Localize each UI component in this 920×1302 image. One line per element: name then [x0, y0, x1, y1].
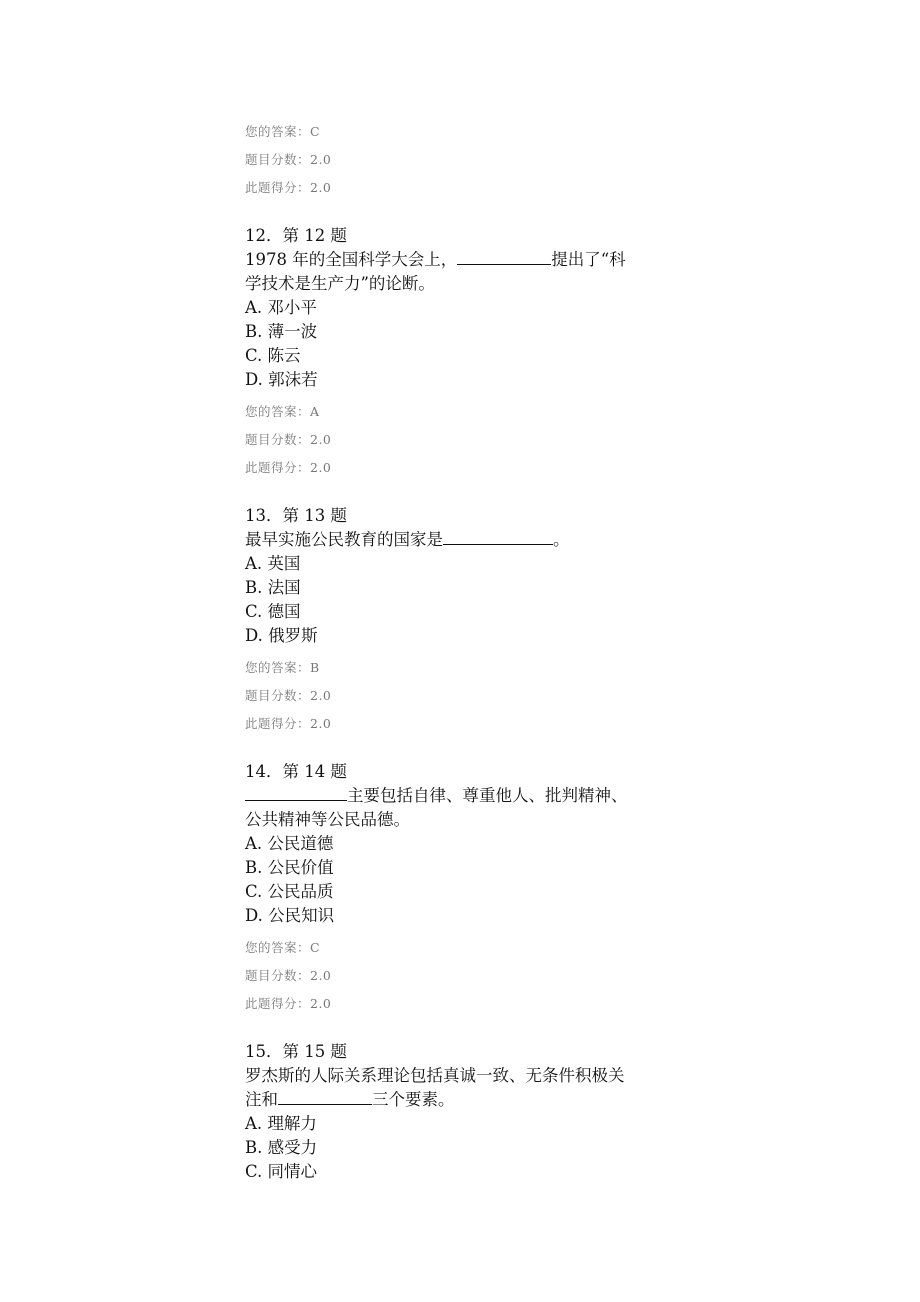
question-title: 13．第 13 题	[245, 506, 347, 525]
your-answer: 您的答案：C	[245, 124, 321, 139]
option-d[interactable]: D. 郭沫若	[245, 370, 318, 389]
option-a[interactable]: A. 理解力	[245, 1114, 317, 1133]
earned-score: 此题得分：2.0	[245, 996, 332, 1011]
option-b[interactable]: B. 法国	[245, 578, 301, 597]
option-b[interactable]: B. 薄一波	[245, 322, 318, 341]
item-score: 题目分数：2.0	[245, 432, 332, 447]
earned-score: 此题得分：2.0	[245, 716, 332, 731]
earned-score: 此题得分：2.0	[245, 460, 332, 475]
option-a[interactable]: A. 公民道德	[245, 834, 334, 853]
earned-score: 此题得分：2.0	[245, 180, 332, 195]
stem-text: 三个要素。	[372, 1090, 455, 1109]
question-stem-line	[245, 1088, 455, 1112]
question-stem-line	[245, 528, 570, 552]
option-d[interactable]: D. 公民知识	[245, 906, 335, 925]
option-b[interactable]: B. 感受力	[245, 1138, 318, 1157]
option-a[interactable]: A. 英国	[245, 554, 301, 573]
option-b[interactable]: B. 公民价值	[245, 858, 334, 877]
option-c[interactable]: C. 德国	[245, 602, 301, 621]
item-score: 题目分数：2.0	[245, 968, 332, 983]
your-answer: 您的答案：A	[245, 404, 320, 419]
stem-text: 1978 年的全国科学大会上，	[245, 250, 458, 269]
question-title: 15．第 15 题	[245, 1042, 347, 1061]
stem-text: 主要包括自律、尊重他人、批判精神、	[347, 786, 628, 805]
option-c[interactable]: C. 陈云	[245, 346, 301, 365]
fill-blank	[245, 784, 347, 801]
item-score: 题目分数：2.0	[245, 688, 332, 703]
stem-text: 。	[553, 530, 570, 549]
your-answer: 您的答案：B	[245, 660, 320, 675]
question-title: 12．第 12 题	[245, 226, 347, 245]
question-stem-line: 罗杰斯的人际关系理论包括真诚一致、无条件积极关	[245, 1066, 625, 1085]
option-d[interactable]: D. 俄罗斯	[245, 626, 318, 645]
question-stem-line: 公共精神等公民品德。	[245, 810, 410, 829]
stem-text: 提出了“科	[551, 250, 626, 269]
question-stem-line	[245, 784, 628, 808]
fill-blank	[457, 248, 551, 265]
item-score: 题目分数：2.0	[245, 152, 332, 167]
option-c[interactable]: C. 同情心	[245, 1162, 318, 1181]
your-answer: 您的答案：C	[245, 940, 321, 955]
stem-text: 注和	[245, 1090, 278, 1109]
fill-blank	[443, 528, 553, 545]
fill-blank	[278, 1088, 372, 1105]
question-stem-line	[245, 248, 626, 272]
stem-text: 最早实施公民教育的国家是	[245, 530, 443, 549]
option-a[interactable]: A. 邓小平	[245, 298, 317, 317]
option-c[interactable]: C. 公民品质	[245, 882, 334, 901]
question-stem-line: 学技术是生产力”的论断。	[245, 274, 435, 293]
question-title: 14．第 14 题	[245, 762, 347, 781]
